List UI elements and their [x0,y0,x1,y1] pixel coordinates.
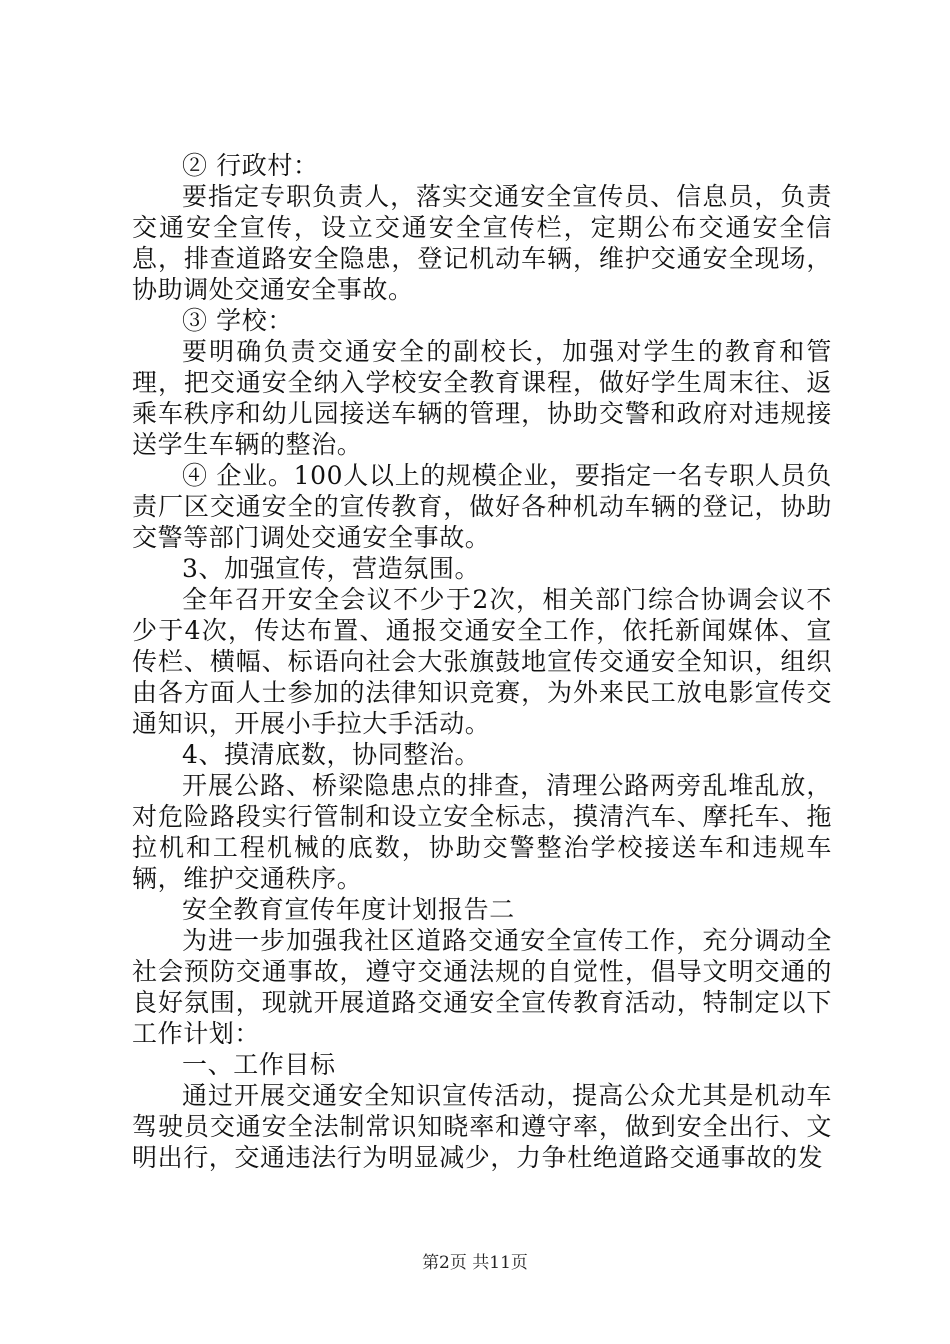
report-title-two: 安全教育宣传年度计划报告二 [182,895,515,924]
paragraph-rectification: 开展公路、桥梁隐患点的排查，清理公路两旁乱堆乱放，对危险路段实行管制和设立安全标志，摸清汽车、摩托车、拖拉机和工程机械的底数，协助交警整治学校接送车和违规车辆，维护交通秩序。 [132,771,832,893]
paragraph-publicity: 全年召开安全会议不少于2次，相关部门综合协调会议不少于4次，传达布置、通报交通安全工作，依托新闻媒体、宣传栏、横幅、标语向社会大张旗鼓地宣传交通安全知识，组织由各方面人士参加的法律知识竞赛，为外来民工放电影宣传交通知识，开展小手拉大手活动。 [132,585,832,738]
paragraph-school-duties: 要明确负责交通安全的副校长，加强对学生的教育和管理，把交通安全纳入学校安全教育课程，做好学生周末往、返乘车秩序和幼儿园接送车辆的管理，协助交警和政府对违规接送学生车辆的整治。 [132,337,832,459]
section-heading-rectification: 4、摸清底数，协同整治。 [182,740,481,769]
section-heading-school: ③ 学校： [182,306,293,335]
paragraph-goals: 通过开展交通安全知识宣传活动，提高公众尤其是机动车驾驶员交通安全法制常识知晓率和遵守率，做到安全出行、文明出行，交通违法行为明显减少，力争杜绝道路交通事故的发 [132,1081,832,1172]
document-body [132,150,832,1173]
paragraph-introduction: 为进一步加强我社区道路交通安全宣传工作，充分调动全社会预防交通事故，遵守交通法规的自觉性，倡导文明交通的良好氛围，现就开展道路交通安全宣传教育活动，特制定以下工作计划： [132,926,832,1048]
section-heading-publicity: 3、加强宣传，营造氛围。 [182,554,481,583]
section-heading-goals: 一、工作目标 [182,1050,336,1079]
paragraph-village-duties: 要指定专职负责人，落实交通安全宣传员、信息员，负责交通安全宣传，设立交通安全宣传栏，定期公布交通安全信息，排查道路安全隐患，登记机动车辆，维护交通安全现场，协助调处交通安全事故。 [132,182,832,304]
paragraph-enterprise-duties: ④ 企业。100人以上的规模企业，要指定一名专职人员负责厂区交通安全的宣传教育，做好各种机动车辆的登记，协助交警等部门调处交通安全事故。 [132,461,832,552]
section-heading-village: ② 行政村： [182,151,319,180]
page-number-footer: 第2页 共11页 [422,1253,528,1273]
